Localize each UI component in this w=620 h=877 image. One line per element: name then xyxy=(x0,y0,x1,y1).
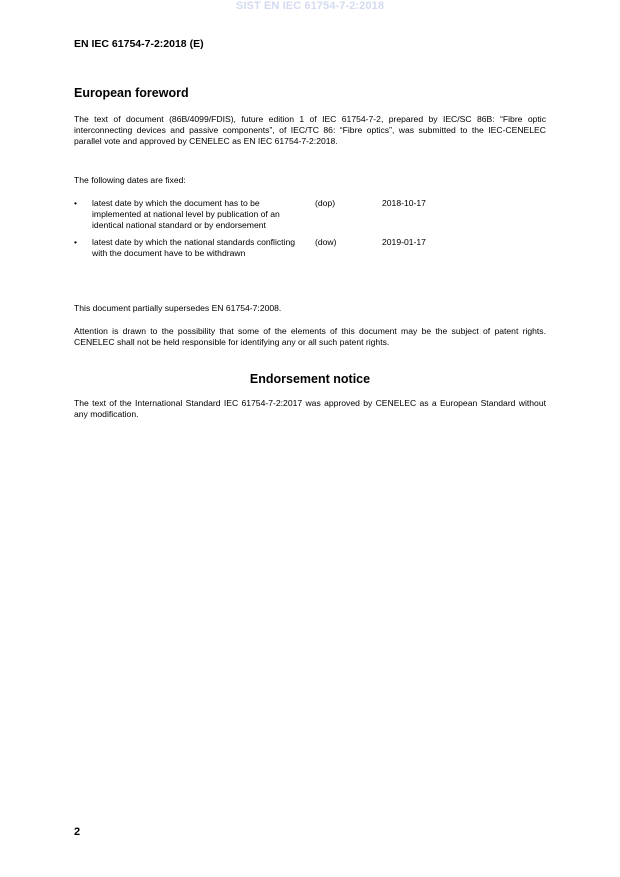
document-id: EN IEC 61754-7-2:2018 (E) xyxy=(74,38,204,50)
foreword-intro-paragraph: The text of document (86B/4099/FDIS), future edition 1 of IEC 61754-7-2, prepared by IEC/SC 86B: “Fibre optic interconnecting devices and passive components”, of IEC/TC 86: “Fibre optics”, was submitted to the IEC-CENELEC parallel vote and approved by CENELEC as EN IEC 61754-7-2:2018. xyxy=(74,114,546,146)
endorsement-paragraph: The text of the International Standard IEC 61754-7-2:2017 was approved by CENELEC as a European Standard without any modification. xyxy=(74,398,546,419)
date-code: (dow) xyxy=(315,237,337,247)
date-row-dow xyxy=(74,237,546,259)
date-description: latest date by which the national standards conflicting with the document have to be withdrawn xyxy=(92,237,296,258)
dates-list xyxy=(74,198,546,259)
date-row-dop xyxy=(74,198,546,231)
page-number: 2 xyxy=(74,826,81,838)
watermark: SIST EN IEC 61754-7-2:2018 xyxy=(235,0,385,12)
endorsement-heading: Endorsement notice xyxy=(249,372,371,386)
date-value: 2018-10-17 xyxy=(382,198,426,208)
dates-intro: The following dates are fixed: xyxy=(74,175,186,185)
patent-attention-paragraph: Attention is drawn to the possibility that some of the elements of this document may be the subject of patent rights. CENELEC shall not be held responsible for identifying any or all such patent rights. xyxy=(74,326,546,347)
date-value: 2019-01-17 xyxy=(382,237,426,247)
bullet-marker: • xyxy=(74,198,78,208)
date-description: latest date by which the document has to be implemented at national level by publication of an identical national standard or by endorsement xyxy=(92,198,280,230)
bullet-marker: • xyxy=(74,237,78,247)
foreword-heading: European foreword xyxy=(74,86,189,100)
supersedes-paragraph: This document partially supersedes EN 61754-7:2008. xyxy=(74,303,282,313)
date-code: (dop) xyxy=(315,198,336,208)
